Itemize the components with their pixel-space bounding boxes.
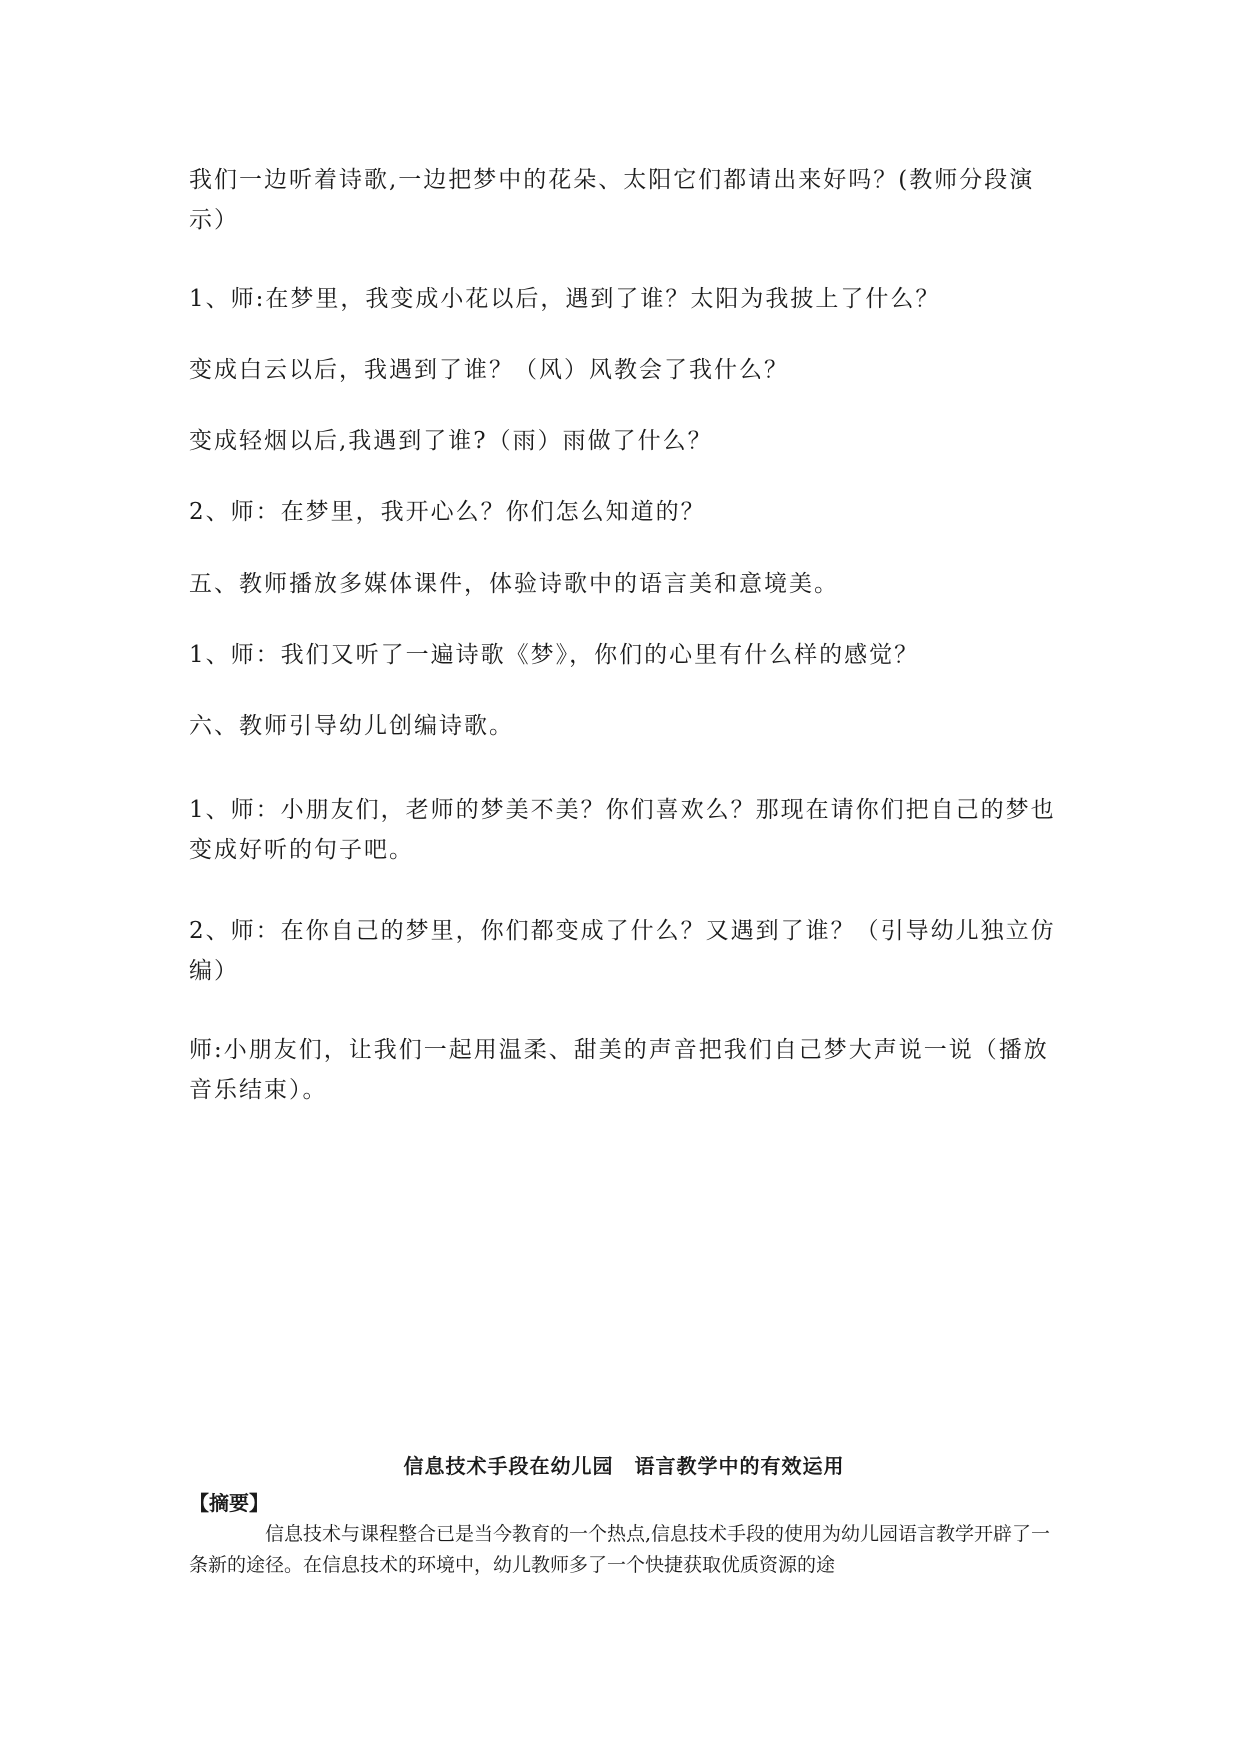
paragraph-intro: 我们一边听着诗歌,一边把梦中的花朵、太阳它们都请出来好吗？(教师分段演示） xyxy=(189,167,1035,233)
paragraph-closing: 师:小朋友们，让我们一起用温柔、甜美的声音把我们自己梦大声说一说（播放音乐结束）。 xyxy=(189,1037,1049,1103)
paragraph-q1-smoke: 变成轻烟以后,我遇到了谁?（雨）雨做了什么？ xyxy=(189,428,713,454)
paragraph-six-q1: 1、师：小朋友们，老师的梦美不美？你们喜欢么？那现在请你们把自己的梦也变成好听的句子吧。 xyxy=(189,797,1056,863)
article-title: 信息技术手段在幼儿园 语言教学中的有效运用 xyxy=(403,1454,845,1478)
section-five-heading: 五、教师播放多媒体课件，体验诗歌中的语言美和意境美。 xyxy=(189,571,839,597)
abstract-heading: 【摘要】 xyxy=(189,1491,269,1515)
paragraph-q2: 2、师：在梦里，我开心么？你们怎么知道的？ xyxy=(189,499,706,525)
section-six-heading: 六、教师引导幼儿创编诗歌。 xyxy=(189,713,514,739)
paragraph-five-q1: 1、师：我们又听了一遍诗歌《梦》，你们的心里有什么样的感觉？ xyxy=(189,642,920,668)
paragraph-q1-cloud: 变成白云以后，我遇到了谁？（风）风教会了我什么？ xyxy=(189,357,789,383)
paragraph-six-q2: 2、师：在你自己的梦里，你们都变成了什么？又遇到了谁？（引导幼儿独立仿编） xyxy=(189,918,1056,984)
paragraph-q1: 1、师:在梦里，我变成小花以后，遇到了谁？太阳为我披上了什么？ xyxy=(189,286,941,312)
abstract-body: 信息技术与课程整合已是当今教育的一个热点,信息技术手段的使用为幼儿园语言教学开辟了一条新的途径。在信息技术的环境中，幼儿教师多了一个快捷获取优质资源的途 xyxy=(189,1523,1051,1576)
